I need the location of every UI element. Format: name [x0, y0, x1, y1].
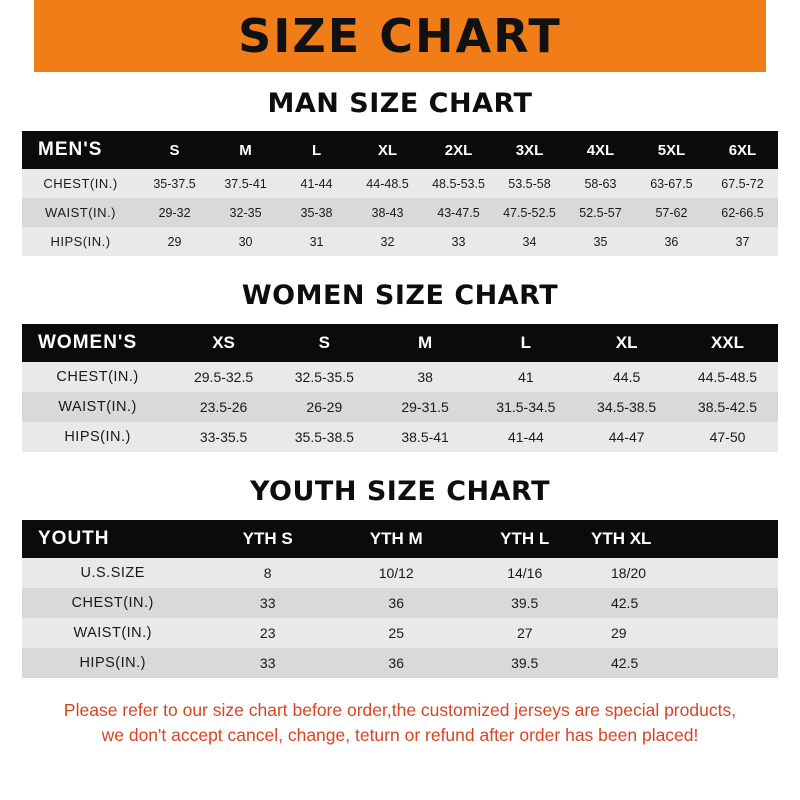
table-cell: 48.5-53.5: [423, 169, 494, 198]
table-cell: 32.5-35.5: [274, 362, 375, 392]
table-cell: 29-31.5: [375, 392, 476, 422]
women-section-title: WOMEN SIZE CHART: [241, 280, 559, 311]
banner-right-spacer: [766, 0, 800, 72]
table-cell: 37: [707, 227, 778, 256]
table-cell: 25: [332, 618, 461, 648]
table-cell: 29-32: [139, 198, 210, 227]
table-cell: 36: [332, 648, 461, 678]
table-cell: 38-43: [352, 198, 423, 227]
column-header: M: [239, 141, 252, 159]
table-row: [22, 618, 778, 648]
column-header: YTH L: [500, 529, 550, 548]
table-cell: 35-37.5: [139, 169, 210, 198]
man-size-table: [22, 131, 778, 256]
column-header: XL: [377, 141, 398, 159]
table-cell: 39.5: [460, 648, 589, 678]
table-header-row: [22, 131, 778, 169]
table-cell: 41: [475, 362, 576, 392]
column-header: L: [311, 141, 322, 159]
table-row: [22, 648, 778, 678]
table-cell: 32: [352, 227, 423, 256]
row-label: WAIST(IN.): [22, 618, 203, 648]
row-label: CHEST(IN.): [22, 169, 139, 198]
table-row: [22, 392, 778, 422]
row-label: U.S.SIZE: [22, 558, 203, 588]
banner-left-spacer: [0, 0, 34, 72]
table-cell: 53.5-58: [494, 169, 565, 198]
table-cell: 33: [203, 588, 332, 618]
table-cell: 32-35: [210, 198, 281, 227]
row-label: WAIST(IN.): [22, 392, 173, 422]
table-cell: 10/12: [332, 558, 461, 588]
column-header: XS: [212, 333, 235, 352]
table-row: [22, 422, 778, 452]
row-label: HIPS(IN.): [22, 648, 203, 678]
table-cell: 62-66.5: [707, 198, 778, 227]
page-title: SIZE CHART: [238, 9, 562, 63]
footer-note: [42, 698, 758, 749]
table-cell: 23.5-26: [173, 392, 274, 422]
table-cell: 41-44: [281, 169, 352, 198]
column-header: S: [318, 333, 330, 352]
column-header: 2XL: [444, 141, 473, 159]
table-cell: 35-38: [281, 198, 352, 227]
table-row: [22, 227, 778, 256]
women-size-table: [22, 324, 778, 452]
row-label: HIPS(IN.): [22, 227, 139, 256]
header-banner: [0, 0, 800, 72]
table-cell: 18/20: [589, 558, 778, 588]
column-header: M: [418, 333, 433, 352]
column-header: S: [169, 141, 180, 159]
table-cell: 31.5-34.5: [475, 392, 576, 422]
column-header: YOUTH: [38, 528, 110, 549]
table-cell: 33-35.5: [173, 422, 274, 452]
table-cell: 8: [203, 558, 332, 588]
table-cell: 63-67.5: [636, 169, 707, 198]
table-cell: 43-47.5: [423, 198, 494, 227]
column-header: 6XL: [728, 141, 757, 159]
footer-note-line-2: we don't accept cancel, change, teturn or refund after order has been placed!: [101, 725, 699, 746]
table-cell: 26-29: [274, 392, 375, 422]
man-section-title: MAN SIZE CHART: [267, 88, 533, 119]
column-header: WOMEN'S: [38, 332, 138, 353]
column-header: YTH S: [242, 529, 293, 548]
table-cell: 38.5-42.5: [677, 392, 778, 422]
table-cell: 34: [494, 227, 565, 256]
table-cell: 34.5-38.5: [576, 392, 677, 422]
column-header: MEN'S: [38, 139, 103, 160]
column-header: XL: [615, 333, 638, 352]
table-cell: 67.5-72: [707, 169, 778, 198]
table-cell: 29: [589, 618, 778, 648]
table-cell: 52.5-57: [565, 198, 636, 227]
table-cell: 30: [210, 227, 281, 256]
table-cell: 57-62: [636, 198, 707, 227]
table-cell: 44-48.5: [352, 169, 423, 198]
table-header-row: [22, 324, 778, 362]
column-header: XXL: [710, 333, 745, 352]
table-cell: 29: [139, 227, 210, 256]
table-cell: 42.5: [589, 588, 778, 618]
table-cell: 42.5: [589, 648, 778, 678]
table-row: [22, 588, 778, 618]
table-cell: 44.5: [576, 362, 677, 392]
table-cell: 29.5-32.5: [173, 362, 274, 392]
row-label: WAIST(IN.): [22, 198, 139, 227]
table-cell: 23: [203, 618, 332, 648]
column-header: YTH M: [369, 529, 423, 548]
table-cell: 37.5-41: [210, 169, 281, 198]
table-cell: 14/16: [460, 558, 589, 588]
table-cell: 47.5-52.5: [494, 198, 565, 227]
table-cell: 35: [565, 227, 636, 256]
table-cell: 36: [636, 227, 707, 256]
chart-content: [0, 88, 800, 749]
column-header: 5XL: [657, 141, 686, 159]
footer-note-line-1: Please refer to our size chart before order,the customized jerseys are special products,: [63, 700, 737, 720]
table-cell: 39.5: [460, 588, 589, 618]
table-header-row: [22, 520, 778, 558]
youth-size-table: [22, 520, 778, 678]
table-row: [22, 558, 778, 588]
table-row: [22, 362, 778, 392]
table-cell: 35.5-38.5: [274, 422, 375, 452]
table-cell: 27: [460, 618, 589, 648]
table-row: [22, 169, 778, 198]
table-cell: 47-50: [677, 422, 778, 452]
column-header: YTH XL: [590, 529, 652, 548]
table-cell: 31: [281, 227, 352, 256]
table-cell: 33: [203, 648, 332, 678]
row-label: CHEST(IN.): [22, 362, 173, 392]
youth-section-title: YOUTH SIZE CHART: [249, 476, 551, 507]
table-cell: 44-47: [576, 422, 677, 452]
table-cell: 41-44: [475, 422, 576, 452]
table-cell: 58-63: [565, 169, 636, 198]
table-row: [22, 198, 778, 227]
column-header: L: [520, 333, 532, 352]
table-cell: 38.5-41: [375, 422, 476, 452]
table-cell: 33: [423, 227, 494, 256]
table-cell: 44.5-48.5: [677, 362, 778, 392]
row-label: HIPS(IN.): [22, 422, 173, 452]
column-header: 4XL: [586, 141, 615, 159]
table-cell: 38: [375, 362, 476, 392]
row-label: CHEST(IN.): [22, 588, 203, 618]
column-header: 3XL: [515, 141, 544, 159]
table-cell: 36: [332, 588, 461, 618]
